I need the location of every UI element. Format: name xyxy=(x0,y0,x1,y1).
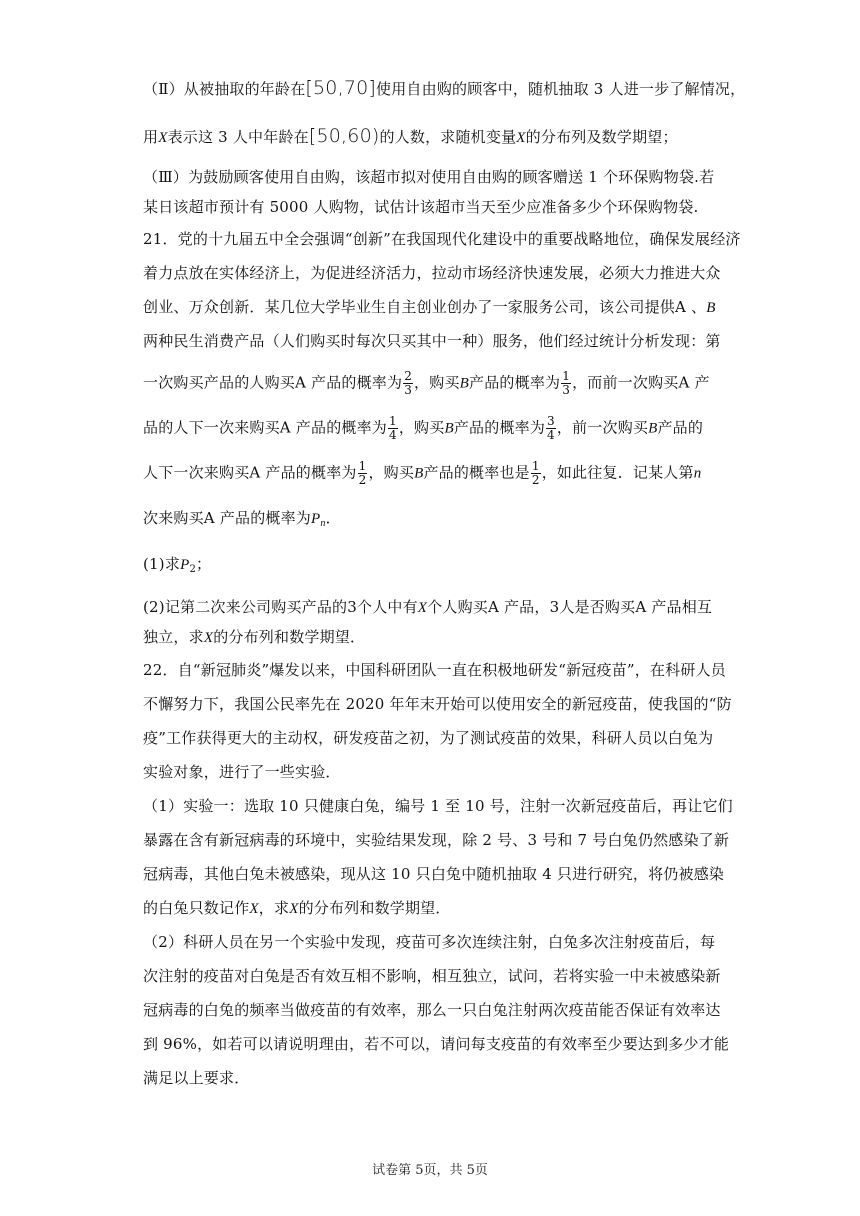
fraction-1-2 xyxy=(358,460,368,487)
fraction-2-3 xyxy=(403,370,413,397)
q22-line4: 实验对象，进行了一些实验． xyxy=(143,763,341,781)
text: 创业、万众创新．某几位大学毕业生自主创业创办了一家服务公司，该公司提供A 、 xyxy=(143,298,707,316)
numerator: 1 xyxy=(562,369,571,383)
q20-part2-line1 xyxy=(143,77,746,99)
text: （Ⅱ）从被抽取的年龄在 xyxy=(143,80,306,98)
denominator: 4 xyxy=(547,428,555,442)
denominator: 3 xyxy=(404,383,413,397)
q22-exp2-line5: 满足以上要求． xyxy=(143,1069,250,1087)
fraction-1-3 xyxy=(561,370,571,397)
text: ，购买 xyxy=(368,463,415,482)
q22-exp1-line2: 暴露在含有新冠病毒的环境中，实验结果发现，除 2 号、3 号和 7 号白兔仍然感染了新 xyxy=(143,831,730,849)
var-x: X xyxy=(249,901,259,917)
q22-line3: 疫”工作获得更大的主动权，研发疫苗之初，为了测试疫苗的效果，科研人员以白兔为 xyxy=(143,729,714,747)
q20-part3-line2: 某日该超市预计有 5000 人购物，试估计该超市当天至少应准备多少个环保购物袋. xyxy=(143,198,699,216)
q21-line7 xyxy=(143,459,712,487)
text: 品的人下一次来购买A 产品的概率为 xyxy=(143,418,388,437)
text: 用 xyxy=(143,128,159,146)
text: ； xyxy=(196,555,212,573)
q22-exp2-line1: （2）科研人员在另一个实验中发现，疫苗可多次连续注射，白兔多次注射疫苗后，每 xyxy=(143,933,716,951)
q21-line1: 21．党的十九届五中全会强调“创新”在我国现代化建设中的重要战略地位，确保发展经济 xyxy=(143,230,741,248)
numerator: 1 xyxy=(389,414,397,428)
q22-exp2-line4: 到 96%，如若可以请说明理由，若不可以，请问每支疫苗的有效率至少要达到多少才能 xyxy=(143,1035,730,1053)
q20-part2-line2 xyxy=(143,125,712,147)
q22-exp2-line3: 冠病毒的白兔的频率当做疫苗的有效率，那么一只白兔注射两次疫苗能否保证有效率达 xyxy=(143,1001,721,1019)
text: ，购买 xyxy=(414,373,460,392)
text: 产品的概率为 xyxy=(453,418,546,437)
q22-exp2-line2: 次注射的疫苗对白兔是否有效互相不影响，相互独立，试问，若将实验一中未被感染新 xyxy=(143,967,721,985)
var-n: n xyxy=(693,465,702,482)
q20-part3-line1: （Ⅲ）为鼓励顾客使用自由购，该超市拟对使用自由购的顾客赠送 1 个环保购物袋.若 xyxy=(143,168,715,186)
text: (1)求 xyxy=(143,555,181,573)
subscript-n: n xyxy=(320,518,326,529)
text: ，如此往复．记某人第 xyxy=(541,463,694,482)
var-x: X xyxy=(516,130,526,146)
text: 人下一次来购买A 产品的概率为 xyxy=(143,463,357,482)
denominator: 2 xyxy=(531,473,540,487)
text: 的分布列及数学期望； xyxy=(525,128,678,146)
numerator: 1 xyxy=(531,459,540,473)
text: 的分布列和数学期望． xyxy=(298,899,451,917)
text: 产品的概率为 xyxy=(469,373,561,392)
var-b: B xyxy=(444,420,454,437)
q21-line2: 着力点放在实体经济上，为促进经济活力，拉动市场经济快速发展，必须大力推进大众 xyxy=(143,264,721,282)
q21-part1 xyxy=(143,553,712,575)
text: (2)记第二次来公司购买产品的3个人中有 xyxy=(143,598,418,616)
denominator: 4 xyxy=(389,428,397,442)
text: 的分布列和数学期望． xyxy=(213,628,366,646)
denominator: 3 xyxy=(562,383,571,397)
text: 产品的概率也是 xyxy=(423,463,530,482)
var-b: B xyxy=(459,375,470,392)
fraction-3-4 xyxy=(546,415,556,442)
text: ，而前一次购买A 产 xyxy=(572,373,710,392)
denominator: 2 xyxy=(358,473,367,487)
text: 的人数，求随机变量 xyxy=(379,128,517,146)
q22-exp1-line4 xyxy=(143,897,712,919)
q21-part2-line1 xyxy=(143,596,712,618)
var-p: P xyxy=(180,557,190,573)
text: 个人购买A 产品，3人是否购买A 产品相互 xyxy=(427,598,713,616)
text: ，前一次购买 xyxy=(556,418,649,437)
text: 独立，求 xyxy=(143,628,204,646)
var-p: P xyxy=(311,511,321,527)
q22-line1: 22．自“新冠肺炎”爆发以来，中国科研团队一直在积极地研发“新冠疫苗”，在科研人员 xyxy=(143,661,726,679)
text: 的白兔只数记作 xyxy=(143,899,250,917)
interval-50-60: [50,60) xyxy=(308,125,380,147)
var-b: B xyxy=(414,465,424,482)
interval-50-70: [50,70] xyxy=(305,77,377,99)
var-x: X xyxy=(203,630,214,646)
var-b: B xyxy=(648,420,658,437)
var-x: X xyxy=(158,130,168,146)
q22-exp1-line3: 冠病毒，其他白兔未被感染，现从这 10 只白兔中随机抽取 4 只进行研究，将仍被感染 xyxy=(143,865,725,883)
q22-line2: 不懈努力下，我国公民率先在 2020 年年末开始可以使用安全的新冠疫苗，使我国的“防 xyxy=(143,695,732,713)
text: 次来购买A 产品的概率为 xyxy=(143,509,312,527)
text: 表示这 3 人中年龄在 xyxy=(167,128,309,146)
fraction-1-4 xyxy=(388,415,398,442)
numerator: 1 xyxy=(358,459,367,473)
var-x: X xyxy=(289,901,299,917)
text: 产品的 xyxy=(657,418,704,437)
q21-line5 xyxy=(143,369,712,397)
var-b: B xyxy=(706,300,716,316)
page-footer: 试卷第 5页，共 5页 xyxy=(372,1163,488,1178)
q22-exp1-line1: （1）实验一：选取 10 只健康白兔，编号 1 至 10 号，注射一次新冠疫苗后，再让它们 xyxy=(143,797,733,815)
text: 一次购买产品的人购买A 产品的概率为 xyxy=(143,373,403,392)
numerator: 3 xyxy=(547,414,555,428)
q21-line6 xyxy=(143,414,712,442)
subscript-2: 2 xyxy=(189,564,196,575)
text: ，购买 xyxy=(398,418,445,437)
var-x: X xyxy=(417,600,428,616)
numerator: 2 xyxy=(404,369,413,383)
fraction-1-2 xyxy=(531,460,541,487)
text: 使用自由购的顾客中，随机抽取 3 人进一步了解情况， xyxy=(376,80,746,98)
text: ． xyxy=(325,509,341,527)
q21-line8 xyxy=(143,507,712,529)
q21-part2-line2 xyxy=(143,626,712,648)
q21-line3 xyxy=(143,296,716,318)
q21-line4: 两种民生消费产品（人们购买时每次只买其中一种）服务，他们经过统计分析发现：第 xyxy=(143,332,721,350)
text: ，求 xyxy=(258,899,290,917)
